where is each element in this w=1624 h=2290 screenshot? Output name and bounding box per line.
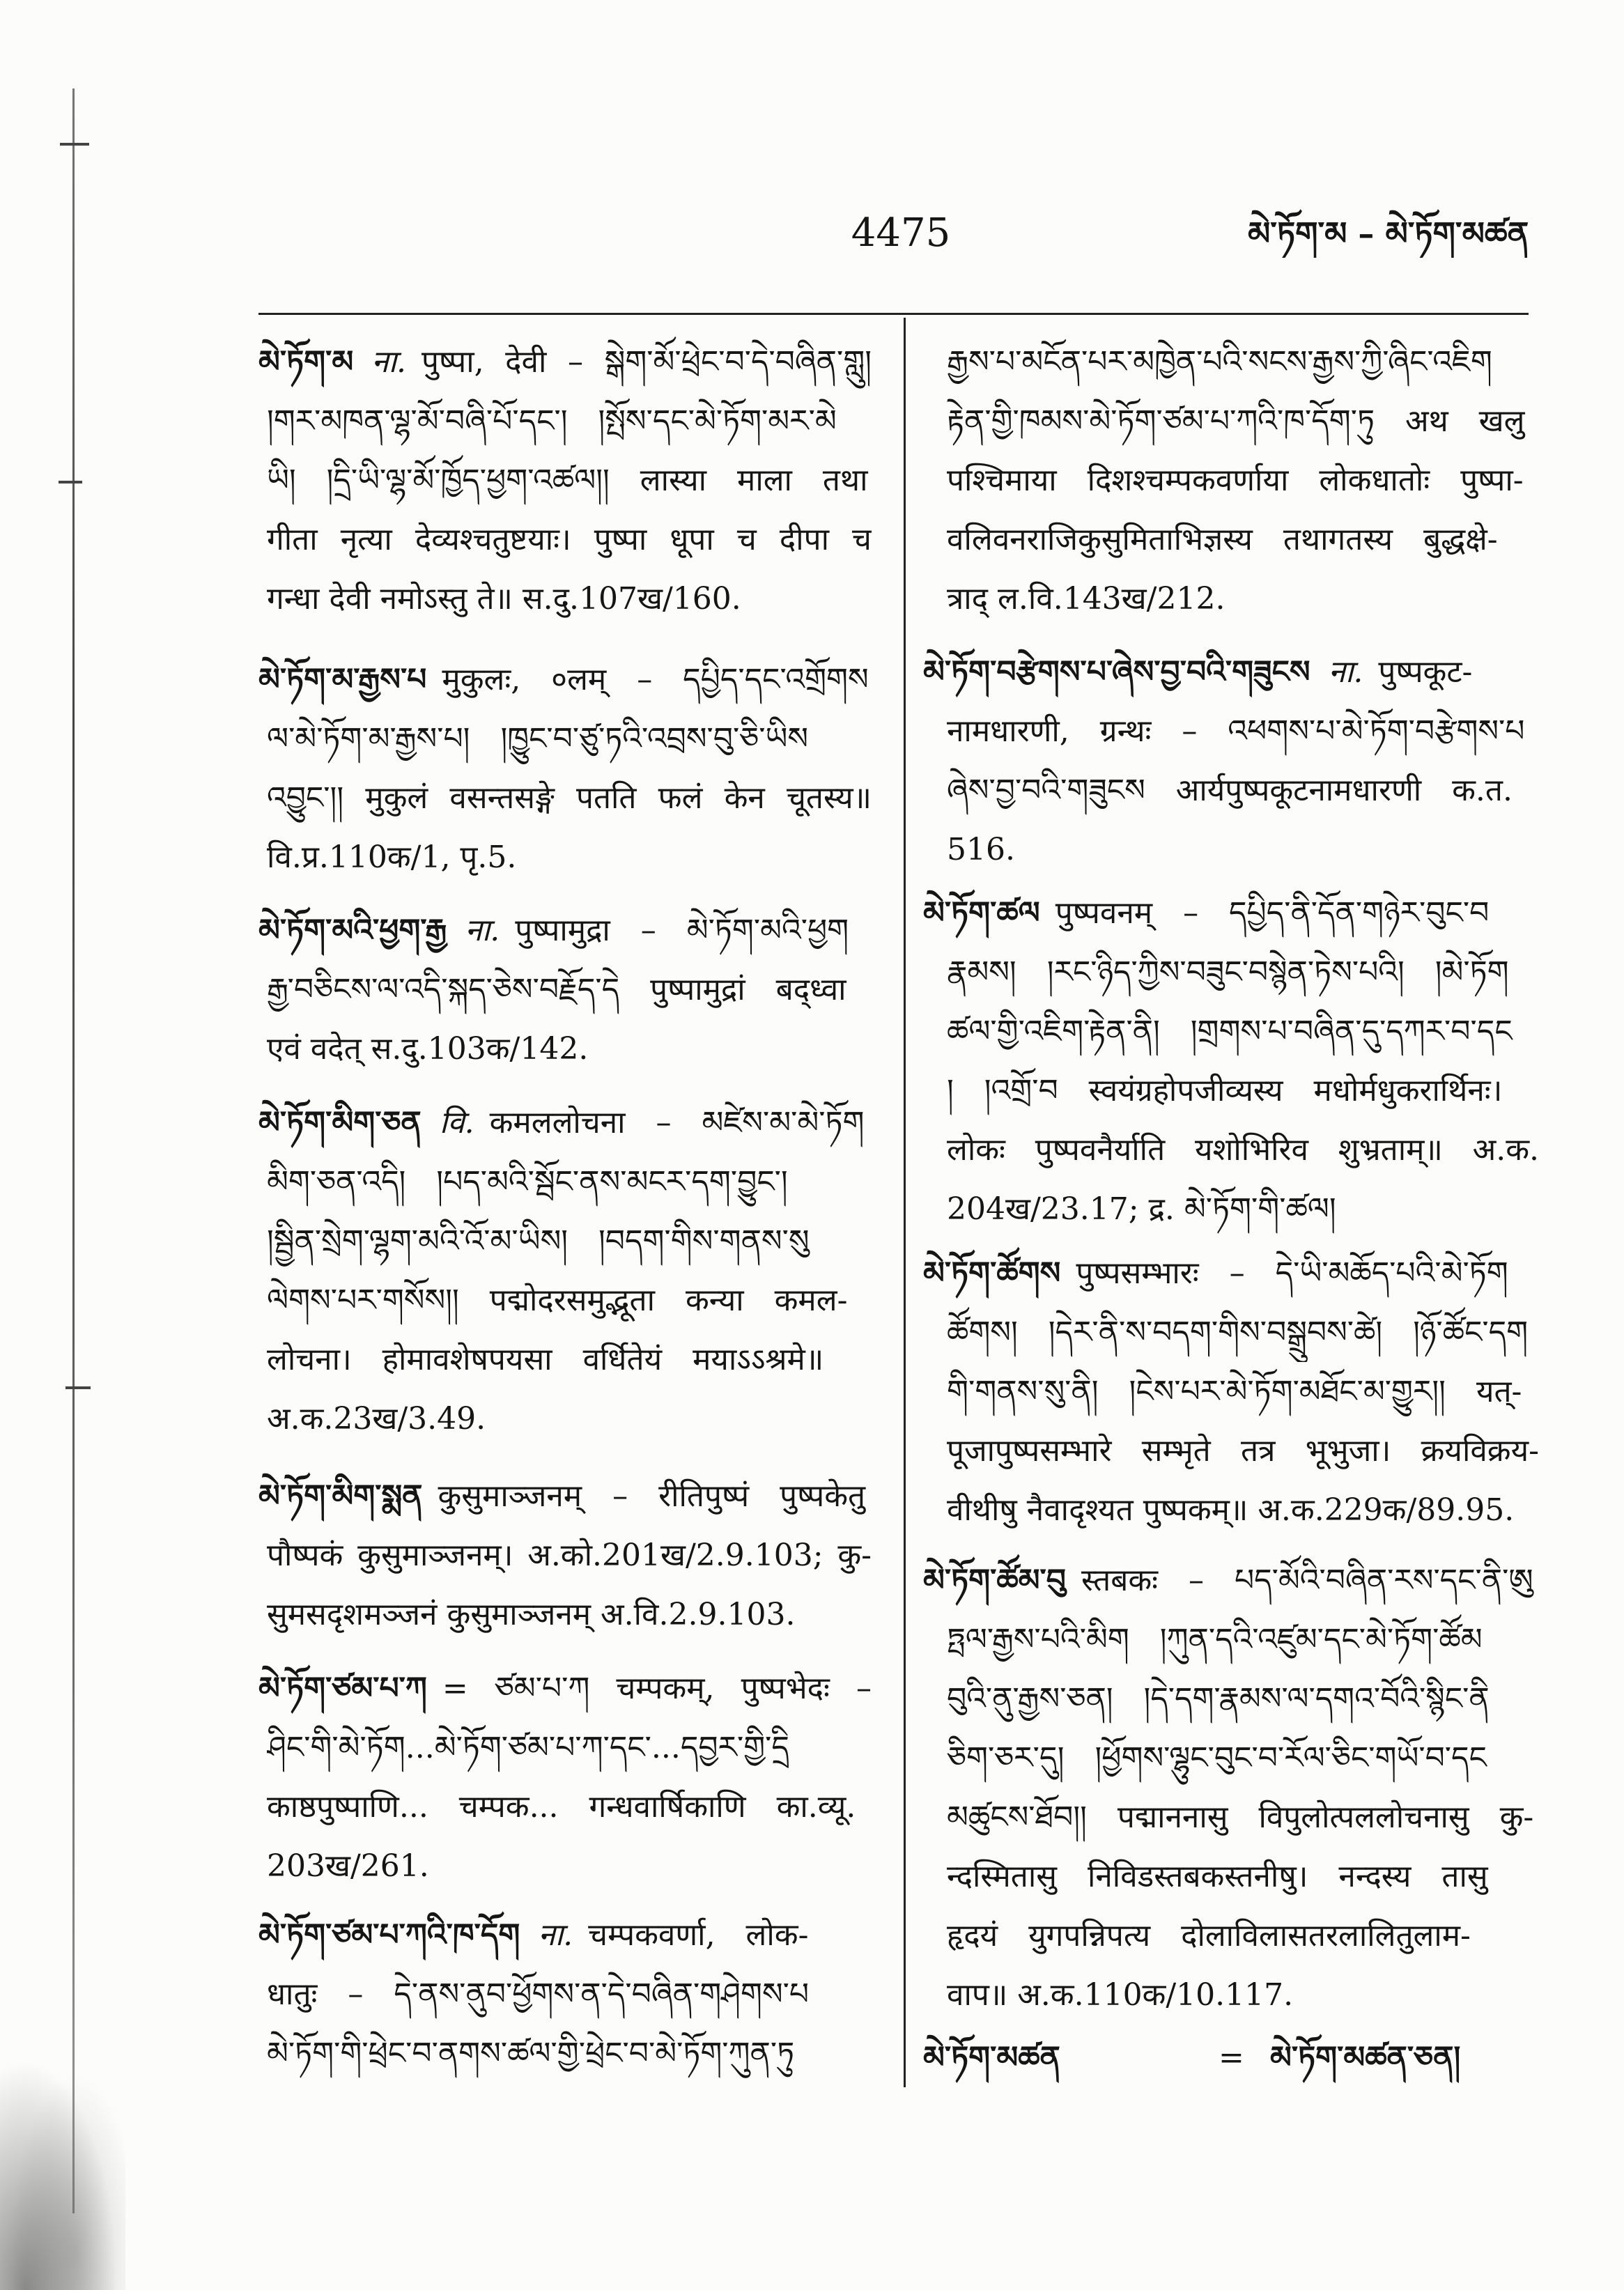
scan-binding-edge xyxy=(72,88,75,2213)
entry-first-line xyxy=(923,883,1539,943)
text-line: गन्धा देवी नमोऽस्तु ते॥ स.दु.107ख/160. xyxy=(267,581,741,617)
text-line: काष्ठपुष्पाणि... चम्पक... गन्धवार्षिकाणि का.व्यू. xyxy=(267,1789,856,1825)
headword: མེ་ཏོག་བརྩེགས་པ་ཞེས་བྱ་བའི་གཟུངས xyxy=(923,654,1310,690)
right-column xyxy=(923,0,1539,2290)
entry xyxy=(923,883,1539,1239)
gloss: स्तबकः – པད་མོའི་བཞིན་རས་དང་ནི་ཨུ xyxy=(1081,1563,1533,1598)
scan-mark xyxy=(65,1386,91,1389)
column-divider xyxy=(904,318,906,2087)
text-line: नामधारणी, ग्रन्थः – འཕགས་པ་མེ་ཏོག་བརྩེགས་པ xyxy=(947,713,1525,749)
text-line: वाप॥ अ.क.110क/10.117. xyxy=(947,1977,1294,2013)
headword: མེ་ཏོག་མིག་སྨན xyxy=(258,1478,423,1514)
scan-mark xyxy=(59,481,82,483)
entry xyxy=(258,1093,872,1448)
text-line: लोचना। होमावशेषपयसा वर्धितेयं मयाऽऽश्रमे॥ xyxy=(267,1342,824,1377)
text-line: ཚོགས། །དེར་ནི་ས་བདག་གིས་བསྒྲུབས་ཚེ། །ཉོ་ཚོང་དག xyxy=(947,1315,1529,1350)
text-line: །གར་མཁན་ལྷ་མོ་བཞི་པོ་དང་། །སྤོས་དང་མེ་ཏོག་མར་མེ xyxy=(267,403,837,439)
headword: མེ་ཏོག་ཙམ་པ་ཀ xyxy=(258,1671,427,1706)
gloss: पुष्पकूट- xyxy=(1378,654,1473,690)
entry xyxy=(258,1659,872,1896)
entry-first-line xyxy=(258,650,872,709)
entry-first-line xyxy=(258,1659,872,1718)
text-line: མིག་ཅན་འདི། །པད་མའི་སྦོང་ནས་མངར་དག་བྱུང་། xyxy=(267,1164,788,1200)
text-line: །སྦྱིན་སྲེག་ལྷག་མའི་འོ་མ་ཡིས། །བདག་གིས་གནས་སུ xyxy=(267,1223,810,1259)
text-line: वलिवनराजिकुसुमिताभिज्ञस्य तथागतस्य बुद्धक्षे- xyxy=(947,522,1498,557)
text-line: पूजापुष्पसम्भारे सम्भृते तत्र भूभुजा। क्रयविक्रय- xyxy=(947,1433,1539,1469)
gloss: = ཙམ་པ་ཀ चम्पकम्, पुष्पभेदः – xyxy=(442,1671,872,1706)
entry xyxy=(923,1244,1539,1540)
text-line: མཚུངས་ཐོབ།། पद्माननासु विपुलोत्पललोचनासु कु- xyxy=(947,1800,1534,1835)
grammar-abbreviation: ना. xyxy=(538,1917,573,1953)
text-line: हृदयं युगपन्निपत्य दोलाविलासतरलालितुलाम- xyxy=(947,1918,1471,1954)
text-line: ལེགས་པར་གསོས།། पद्मोदरसमुद्भूता कन्या कमल- xyxy=(267,1283,848,1318)
text-line: पौष्पकं कुसुमाञ्जनम्। अ.को.201ख/2.9.103; कु- xyxy=(267,1538,872,1573)
cross-reference: མེ་ཏོག་མཚན་ཅན། xyxy=(1270,2040,1461,2075)
gloss: पुष्पा, देवी – སྒེག་མོ་ཕྲེང་བ་དེ་བཞིན་གླུ། xyxy=(422,344,872,380)
text-line: ཡི། །དྲི་ཡི་ལྷ་མོ་ཁྱོད་ཕྱག་འཚལ།། लास्या माला तथा xyxy=(267,463,868,498)
text-line: ཚལ་གྱི་འཇིག་རྟེན་ནི། །གྲགས་པ་བཞིན་དུ་དཀར་བ་དང xyxy=(947,1014,1513,1049)
text-line: अ.क.23ख/3.49. xyxy=(267,1401,486,1437)
left-column xyxy=(258,0,872,2290)
scan-mark xyxy=(60,143,89,146)
entry-first-line xyxy=(923,1551,1539,1610)
page-number: 4475 xyxy=(851,210,951,256)
entry-first-line xyxy=(258,1093,872,1152)
text-line: གི་གནས་སུ་ནི། །ངེས་པར་མེ་ཏོག་མཐོང་མ་གྱུར།། यत्- xyxy=(947,1374,1522,1409)
text-line: लोकः पुष्पवनैर्याति यशोभिरिव शुभ्रताम्॥ अ.क. xyxy=(947,1132,1539,1168)
entry-first-line xyxy=(258,332,872,392)
gloss: चम्पकवर्णा, लोक- xyxy=(588,1917,809,1953)
gloss: पुष्पवनम् – དཔྱིད་ནི་དོན་གཉེར་བུང་བ xyxy=(1055,895,1490,931)
entry xyxy=(258,1905,872,2083)
text-line: ཤིང་གི་མེ་ཏོག...མེ་ཏོག་ཙམ་པ་ཀ་དང་...དབྱར་གྱི་དྲི xyxy=(267,1730,789,1765)
entry xyxy=(258,1467,872,1644)
text-line: पश्चिमाया दिशश्चम्पकवर्णाया लोकधातोः पुष्पा- xyxy=(947,463,1524,498)
text-line: རྒྱ་བཅིངས་ལ་འདི་སྐད་ཅེས་བརྗོད་དེ पुष्पामुद्रां बद्ध्वा xyxy=(267,972,846,1007)
entry-first-line xyxy=(258,1467,872,1526)
entry xyxy=(258,332,872,628)
headword: མེ་ཏོག་མའི་ཕྱག་རྒྱ xyxy=(258,913,447,948)
equals-sign: = xyxy=(1219,2040,1244,2075)
gloss: कमललोचना – མཛེས་མ་མེ་ཏོག xyxy=(489,1105,865,1140)
gloss: पुष्पामुद्रा – མེ་ཏོག་མའི་ཕྱག xyxy=(515,913,849,948)
text-line: རྒྱས་པ་མངོན་པར་མཁྱེན་པའི་སངས་རྒྱས་ཀྱི་ཞིང་འཇིག xyxy=(947,344,1492,380)
text-line: न्दस्मितासु निविडस्तबकस्तनीषु। नन्दस्य तासु xyxy=(947,1859,1488,1894)
grammar-abbreviation: ना. xyxy=(371,344,407,380)
entry-first-line xyxy=(923,642,1539,702)
text-line: वीथीषु नैवादृश्यत पुष्पकम्॥ अ.क.229क/89.95. xyxy=(947,1492,1515,1528)
text-line: ཞེས་བྱ་བའི་གཟུངས आर्यपुष्पकूटनामधारणी क.त. xyxy=(947,773,1513,808)
grammar-abbreviation: ना. xyxy=(465,913,500,948)
text-line: རྟེན་གྱི་ཁམས་མེ་ཏོག་ཙམ་པ་ཀའི་ཁ་དོག་ཏུ अथ खलु xyxy=(947,403,1525,439)
scan-noise xyxy=(0,2041,125,2290)
entry xyxy=(258,901,872,1078)
headword: མེ་ཏོག་མ xyxy=(258,344,354,380)
text-line: བུའི་ནུ་རྒྱས་ཅན། །དེ་དག་རྣམས་ལ་དགའ་བོའི་སྙིང་ནི xyxy=(947,1681,1490,1717)
text-line: འབྱུང་།། मुकुलं वसन्तसङ्गे पतति फलं केन चूतस्य॥ xyxy=(267,780,872,816)
entry-continuation xyxy=(923,332,1539,628)
headword: མེ་ཏོག་མ་རྒྱས་པ xyxy=(258,662,427,697)
text-line: རྣམས། །རང་ཉིད་ཀྱིས་བཟུང་བསྙེན་ཏེས་པའི། །མེ་ཏོག xyxy=(947,954,1509,990)
entry xyxy=(923,2028,1539,2087)
headword: མེ་ཏོག་ཚོམ་བུ xyxy=(923,1563,1066,1598)
text-line: མེ་ཏོག་གི་ཕྲེང་བ་ནགས་ཚལ་གྱི་ཕྲེང་བ་མེ་ཏོག་ཀུན་ཏུ xyxy=(267,2036,795,2071)
gloss: पुष्पसम्भारः – དེ་ཡི་མཆོད་པའི་མེ་ཏོག xyxy=(1076,1255,1508,1291)
entry xyxy=(923,1551,1539,2025)
text-line: 516. xyxy=(947,832,1015,867)
headword: མེ་ཏོག་མིག་ཅན xyxy=(258,1105,422,1140)
text-line: वि.प्र.110क/1, पृ.5. xyxy=(267,840,517,875)
text-line: त्राद् ल.वि.143ख/212. xyxy=(947,581,1225,617)
headword: མེ་ཏོག་ཙམ་པ་ཀའི་ཁ་དོག xyxy=(258,1917,520,1953)
text-line: धातुः – དེ་ནས་ནུབ་ཕྱོགས་ན་དེ་བཞིན་གཤེགས་པ xyxy=(267,1976,810,2012)
headword: མེ་ཏོག་ཚོགས xyxy=(923,1255,1061,1291)
text-line: ཏྤལ་རྒྱས་པའི་མིག །ཀུན་དའི་འཛུམ་དང་མེ་ཏོག་ཚོམ xyxy=(947,1622,1483,1657)
text-line: 204ख/23.17; द्र. མེ་ཏོག་གི་ཚལ། xyxy=(947,1191,1336,1227)
gloss: मुकुलः, ०लम् – དཔྱིད་དང་འགྲོགས xyxy=(442,662,869,697)
text-line: गीता नृत्या देव्यश्चतुष्टयाः। पुष्पा धूपा च दीपा च xyxy=(267,522,872,557)
grammar-abbreviation: वि. xyxy=(439,1105,474,1140)
text-line: ལ་མེ་ཏོག་མ་རྒྱས་པ། །ཁྱུང་བ་ཙུ་ཏའི་འབྲས་བུ་ཅི་ཡིས xyxy=(267,721,809,757)
grammar-abbreviation: ना. xyxy=(1328,654,1363,690)
text-line: सुमसदृशमञ्जनं कुसुमाञ्जनम् अ.वि.2.9.103. xyxy=(267,1597,796,1632)
entry xyxy=(258,650,872,887)
text-line: एवं वदेत् स.दु.103क/142. xyxy=(267,1031,589,1067)
headword: མེ་ཏོག་མཚན xyxy=(923,2040,1060,2075)
headword: མེ་ཏོག་ཚལ xyxy=(923,895,1040,931)
entry-first-line xyxy=(258,901,872,960)
running-head: མེ་ཏོག་མ – མེ་ཏོག་མཚན xyxy=(1248,215,1529,252)
text-line: 203ख/261. xyxy=(267,1848,429,1884)
text-line: ། །འགྲོ་བ स्वयंग्रहोपजीव्यस्य मधोर्मधुकरार्थिनः। xyxy=(947,1073,1503,1108)
entry-first-line xyxy=(258,1905,872,1965)
gloss: कुसुमाञ्जनम् – रीतिपुष्पं पुष्पकेतु xyxy=(438,1478,866,1514)
text-line: ཅིག་ཅར་དུ། །ཕྱོགས་ལྷུང་བུང་བ་རོལ་ཅིང་གཡོ་བ་དང xyxy=(947,1740,1487,1776)
entry xyxy=(923,642,1539,879)
entry-first-line xyxy=(923,2028,1539,2087)
entry-first-line xyxy=(923,1244,1539,1303)
